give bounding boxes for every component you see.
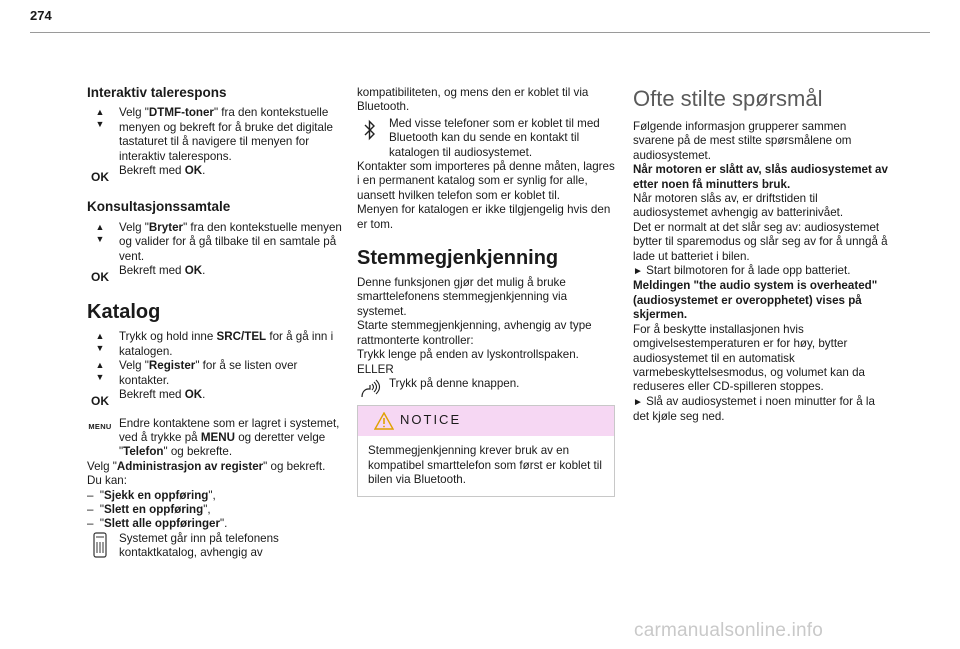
menu-icon: MENU <box>88 421 112 431</box>
paragraph-intro: Følgende informasjon grupperer sammen svarene på de mest stilte spørsmålene om audiosystemet. <box>633 120 852 162</box>
step-confirm-3: OK Bekreft med OK. <box>87 388 345 402</box>
warning-icon <box>374 412 394 434</box>
answer-1a: Når motoren slås av, er driftstiden til audiosystemet avhengig av batterinivået. <box>633 192 844 220</box>
voice-command-icon <box>357 379 383 403</box>
watermark-logo: carmanualsonline.info <box>634 620 824 641</box>
heading-konsultasjon: Konsultasjonssamtale <box>87 199 231 215</box>
page-number: 274 <box>30 8 52 23</box>
notice-header <box>358 406 614 436</box>
heading-stemmegjenkjenning: Stemmegjenkjenning <box>357 247 559 270</box>
answer-2b: ► Slå av audiosystemet i noen minutter for å la det kjøle seg ned. <box>633 394 875 424</box>
paragraph-kontakter: Kontakter som importeres på denne måten, lagres i en permanent katalog som er synlig for alle, uansett hvilken telefon som er koblet til. <box>357 160 615 202</box>
list-item: – "Slett en oppføring", <box>87 502 211 516</box>
paragraph-kompatibilitet: kompatibiliteten, og mens den er koblet til via Bluetooth. <box>357 86 589 114</box>
answer-1c: ► Start bilmotoren for å lade opp batteriet. <box>633 264 851 278</box>
notice-box <box>357 405 615 496</box>
step-bluetooth: Med visse telefoner som er koblet til med Bluetooth kan du sende en kontakt til katalogen til audiosystemet. <box>357 117 615 160</box>
list-item: – "Slett alle oppføringer". <box>87 517 228 531</box>
bluetooth-icon <box>357 119 383 145</box>
step-menu: MENU Endre kontaktene som er lagret i systemet, ved å trykke på MENU og deretter velge "Telefon" og bekrefte. <box>88 416 340 459</box>
step-phone-directory: Systemet går inn på telefonens kontaktkatalog, avhengig av <box>87 532 345 561</box>
step-dtmf: ▲ ▼ Velg "DTMF-toner" fra den kontekstuelle menyen og bekreft for å bruke det digitale tastaturet til å navigere til menyen for interaktiv talerespons. <box>87 106 345 164</box>
up-down-arrows-icon: ▲ ▼ <box>95 360 105 383</box>
up-down-arrows-icon: ▲ ▼ <box>95 221 105 244</box>
arrow-icon: ► <box>633 396 643 408</box>
du-kan: Du kan: <box>87 474 127 488</box>
step-confirm-2: OK Bekreft med OK. <box>87 264 345 278</box>
header-rule <box>30 32 930 33</box>
notice-text: Stemmegjenkjenning krever bruk av en kompatibel smarttelefon som først er koblet til bilen via Bluetooth. <box>368 444 602 487</box>
paragraph-meny: Menyen for katalogen er ikke tilgjengelig hvis den er tom. <box>357 203 611 231</box>
step-bryter: ▲ ▼ Velg "Bryter" fra den kontekstuelle menyen og valider for å gå tilbake til en samtale på vent. <box>87 221 345 264</box>
question-2: Meldingen "the audio system is overheated" (audiosystemet er overopphetet) vises på skjermen. <box>633 279 878 322</box>
paragraph-stemme-1: Denne funksjonen gjør det mulig å bruke smarttelefonens stemmegjenkjenning via systemet. <box>357 276 568 318</box>
step-confirm-1: OK Bekreft med OK. <box>87 164 345 178</box>
arrow-icon: ► <box>633 266 643 278</box>
column-middle <box>357 86 615 497</box>
up-down-arrows-icon: ▲ ▼ <box>95 331 105 354</box>
column-left <box>87 86 345 561</box>
paragraph-stemme-2: Starte stemmegjenkjenning, avhengig av type rattmonterte kontroller: <box>357 319 592 347</box>
heading-interaktiv: Interaktiv talerespons <box>87 85 227 100</box>
ok-icon: OK <box>91 170 109 185</box>
list-item: – "Sjekk en oppføring", <box>87 488 216 502</box>
column-right <box>633 86 888 425</box>
question-1: Når motoren er slått av, slås audiosystemet av etter noen få minutters bruk. <box>633 163 888 191</box>
ok-icon: OK <box>91 270 109 285</box>
step-register: ▲ ▼ Velg "Register" for å se listen over kontakter. <box>87 359 345 388</box>
answer-2a: For å beskytte installasjonen hvis omgivelsestemperaturen er for høy, bytter audiosystemet til en automatisk varmebeskyttelsesmodus, og volumet kan da reduseres eller CD-spilleren stoppes. <box>633 322 865 394</box>
velg-administrasjon: Velg "Administrasjon av register" og bekreft. <box>87 459 326 473</box>
paragraph-eller: ELLER <box>357 362 394 376</box>
heading-katalog: Katalog <box>87 301 161 324</box>
up-down-arrows-icon: ▲ ▼ <box>95 107 105 130</box>
paragraph-stemme-3: Trykk lenge på enden av lyskontrollspaken. <box>357 348 579 362</box>
step-src-tel: ▲ ▼ Trykk og hold inne SRC/TEL for å gå inn i katalogen. <box>87 330 345 359</box>
notice-title: NOTICE <box>400 412 462 428</box>
heading-ofte-stilte: Ofte stilte spørsmål <box>633 86 823 111</box>
ok-icon: OK <box>91 394 109 409</box>
phone-keypad-icon <box>87 532 113 562</box>
answer-1b: Det er normalt at det slår seg av: audiosystemet bytter til sparemodus og slår seg av for å unngå å lade ut batteriet i bilen. <box>633 220 888 263</box>
step-voice-button: Trykk på denne knappen. <box>357 377 615 391</box>
